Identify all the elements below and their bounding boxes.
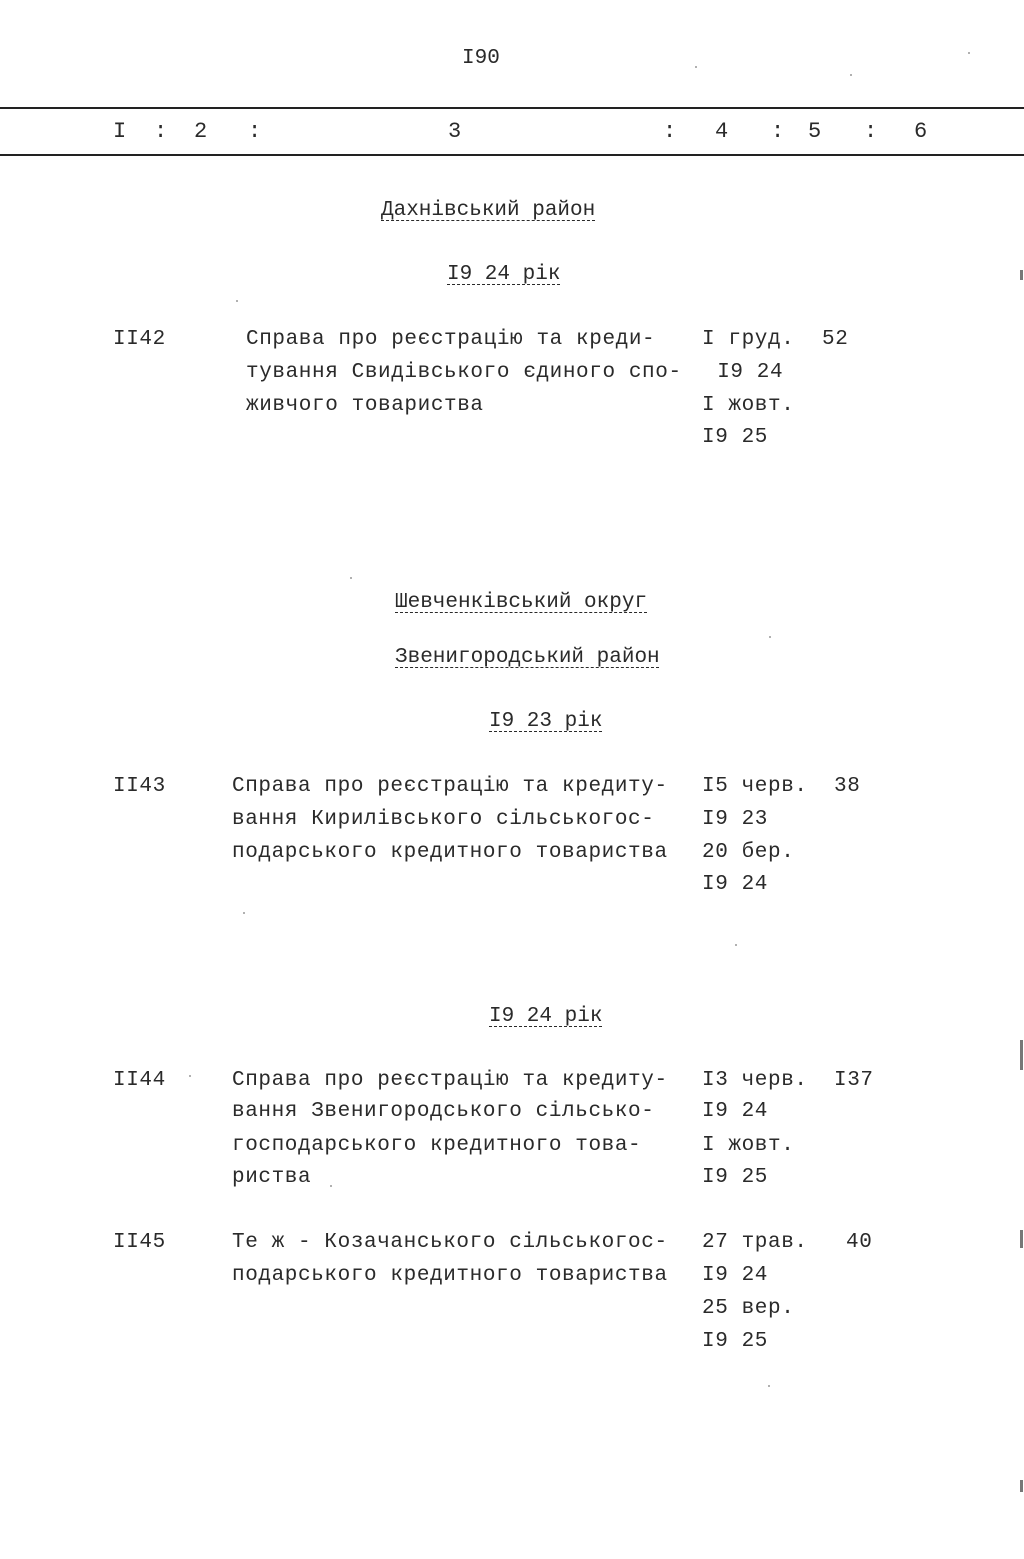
record-number: II42 [113, 328, 166, 351]
record-sheet-count: 40 [846, 1231, 873, 1254]
record-date: 20 бер. [702, 841, 795, 864]
column-separator: : [864, 119, 878, 144]
record-description-line: Справа про реєстрацію та кредиту- [232, 775, 668, 798]
header-top-rule [0, 107, 1024, 109]
record-number: II43 [113, 775, 166, 798]
record-date: I9 24 [702, 1100, 769, 1123]
column-header-6: 6 [914, 119, 928, 144]
record-description-line: живчого товариства [246, 394, 484, 417]
record-date: 27 трав. [702, 1231, 808, 1254]
okrug-heading: Шевченківський округ [395, 591, 648, 614]
record-sheet-count: 38 [834, 775, 861, 798]
record-date: I5 черв. [702, 775, 808, 798]
column-separator: : [248, 119, 262, 144]
record-date: I9 25 [702, 1330, 769, 1353]
column-separator: : [771, 119, 785, 144]
record-number: II44 [113, 1069, 166, 1092]
column-header-2: 2 [194, 119, 208, 144]
record-date: I9 25 [702, 1166, 769, 1189]
year-heading: I9 24 рік [489, 1005, 603, 1028]
record-sheet-count: 52 [822, 328, 849, 351]
record-date: I жовт. [702, 394, 795, 417]
district-heading: Дахнівський район [381, 199, 596, 222]
record-date: I груд. [702, 328, 795, 351]
record-date: I3 черв. [702, 1069, 808, 1092]
column-separator: : [154, 119, 168, 144]
record-description-line: вання Кирилівського сільськогос- [232, 808, 655, 831]
record-date: I9 25 [702, 426, 769, 449]
record-sheet-count: I37 [834, 1069, 874, 1092]
year-heading: I9 24 рік [447, 263, 561, 286]
column-header-1: I [113, 119, 127, 144]
page-number: I90 [462, 47, 500, 70]
record-date: I жовт. [702, 1134, 795, 1157]
record-description-line: подарського кредитного товариства [232, 841, 668, 864]
record-description-line: Те ж - Козачанського сільськогос- [232, 1231, 668, 1254]
record-description-line: господарського кредитного това- [232, 1134, 642, 1157]
column-separator: : [663, 119, 677, 144]
record-description-line: тування Свидівського єдиного спо- [246, 361, 682, 384]
record-date: 25 вер. [702, 1297, 795, 1320]
column-header-3: 3 [448, 119, 462, 144]
record-date: I9 24 [702, 1264, 769, 1287]
record-date: I9 24 [704, 361, 784, 384]
record-number: II45 [113, 1231, 166, 1254]
record-description-line: Справа про реєстрацію та кредиту- [232, 1069, 668, 1092]
record-description-line: подарського кредитного товариства [232, 1264, 668, 1287]
record-description-line: вання Звенигородського сільсько- [232, 1100, 655, 1123]
record-date: I9 23 [702, 808, 769, 831]
district-heading: Звенигородський район [395, 646, 660, 669]
record-description-line: Справа про реєстрацію та креди- [246, 328, 656, 351]
year-heading: I9 23 рік [489, 710, 603, 733]
record-description-line: риства [232, 1166, 312, 1189]
record-date: I9 24 [702, 873, 769, 896]
header-bottom-rule [0, 154, 1024, 156]
column-header-4: 4 [715, 119, 729, 144]
column-header-5: 5 [808, 119, 822, 144]
